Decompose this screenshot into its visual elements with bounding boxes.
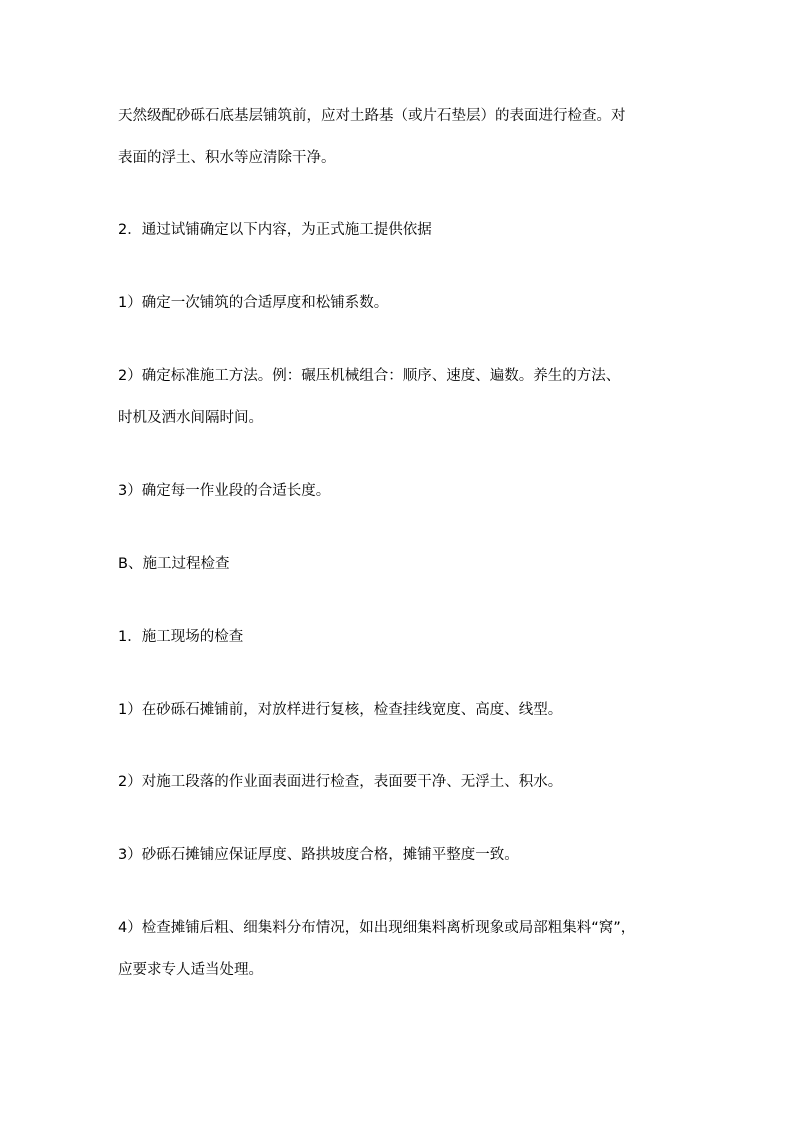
list-item: 4）检查摊铺后粗、细集料分布情况，如出现细集料离析现象或局部粗集料“窝”，: [118, 920, 636, 936]
list-item: 2）确定标准施工方法。例：碾压机械组合：顺序、速度、遍数。养生的方法、: [118, 368, 621, 384]
list-item: 2）对施工段落的作业面表面进行检查，表面要干净、无浮土、积水。: [118, 774, 563, 790]
list-item: 1）确定一次铺筑的合适厚度和松铺系数。: [118, 295, 389, 311]
list-item: 3）确定每一作业段的合适长度。: [118, 483, 331, 499]
list-item: 1）在砂砾石摊铺前，对放样进行复核，检查挂线宽度、高度、线型。: [118, 702, 563, 718]
list-item-continuation: 应要求专人适当处理。: [118, 962, 263, 978]
paragraph-line: 天然级配砂砾石底基层铺筑前，应对土路基（或片石垫层）的表面进行检查。对: [118, 108, 626, 124]
paragraph-line: 表面的浮土、积水等应清除干净。: [118, 150, 336, 166]
section-heading: 2．通过试铺确定以下内容，为正式施工提供依据: [118, 222, 432, 238]
list-item-continuation: 时机及洒水间隔时间。: [118, 410, 263, 426]
subsection-heading: 1．施工现场的检查: [118, 629, 244, 645]
list-item: 3）砂砾石摊铺应保证厚度、路拱坡度合格，摊铺平整度一致。: [118, 847, 519, 863]
section-heading: B、施工过程检查: [118, 556, 230, 572]
